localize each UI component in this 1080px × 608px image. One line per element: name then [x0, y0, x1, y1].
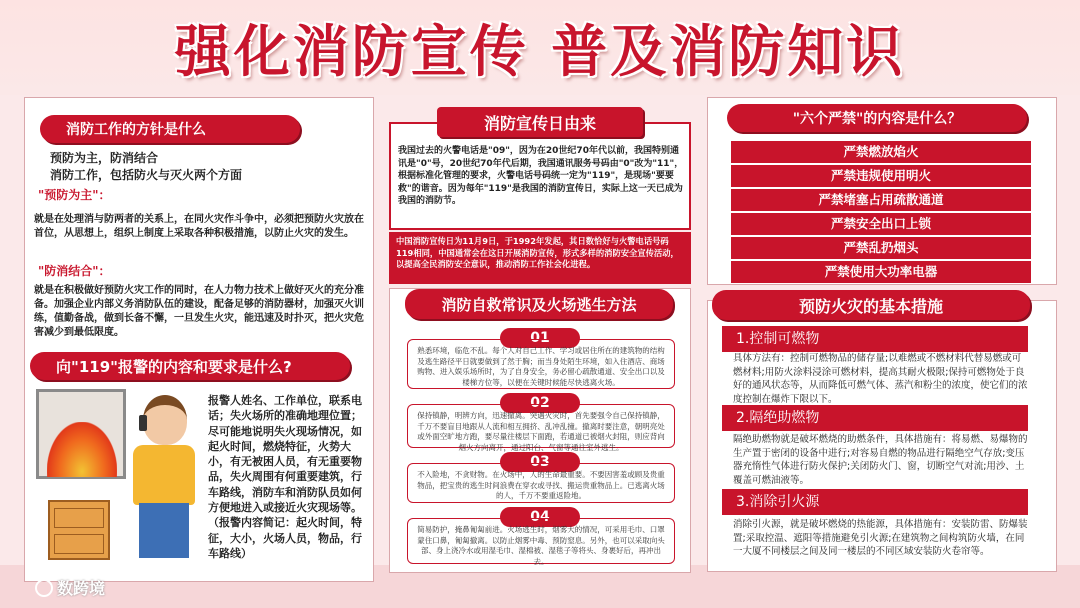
step-number-3: 03 [500, 452, 580, 472]
measure-title-2: 2.隔绝助燃物 [722, 405, 1028, 431]
ban-item-4: 严禁安全出口上锁 [731, 213, 1031, 235]
step-text-1: 熟悉环境，临危不乱。每个人对自己工作、学习或居住所在的建筑物的结构及逃生路径平日就要做到了然于胸；而当身处陌生环境，如入住酒店、商场购物、进入娱乐场所时，为了自身安全，务必留心疏散通道、安全出口以及楼梯方位等，以便在关键时候能尽快逃离火场。 [407, 339, 675, 389]
ban-item-6: 严禁使用大功率电器 [731, 261, 1031, 283]
step-number-4: 04 [500, 507, 580, 527]
policy-line-1: 预防为主，防消结合 [50, 151, 159, 165]
watermark-text: 数跨境 [57, 579, 106, 598]
step-number-1: 01 [500, 328, 580, 348]
logo-icon [35, 579, 53, 597]
ban-item-1: 严禁燃放焰火 [731, 141, 1031, 163]
measure-text-1: 具体方法有：控制可燃物品的储存量;以难燃或不燃材料代替易燃或可燃材料;用防火涂料浸涂可燃材料，提高其耐火极限;保持可燃物处于良好的通风状态等，从而降低可燃气体、蒸汽和粉尘的浓度，使它们的浓度控制在爆炸下限以下。 [733, 353, 1028, 405]
poster-title: 强化消防宣传 普及消防知识 [174, 20, 906, 85]
cabinet-illustration [48, 500, 110, 560]
measure-title-1: 1.控制可燃物 [722, 326, 1028, 352]
policy-line-2: 消防工作，包括防火与灭火两个方面 [50, 168, 243, 182]
combine-text: 就是在积极做好预防火灾工作的同时，在人力物力技术上做好灭火的充分准备。加强企业内部义务消防队伍的建设，配备足够的消防器材，加强灭火训练，值勤备战，做到长备不懈，一旦发生火灾，能迅速及时扑灭，把火灾危害减少到最低限度。 [34, 285, 364, 338]
ban-item-5: 严禁乱扔烟头 [731, 237, 1031, 259]
campaign-origin-text: 我国过去的火警电话是"09"，因为在20世纪70年代以前，我国特别通讯是"0"号，20世纪70年代后期，我国通讯服务号码由"0"改为"11"，根据标准化管理的要求，火警电话号码统一定为"119"，是现场"要要救"的谐音。因为每年"119"是我国的消防宣传日，实际上这一天已成为我国的消防节。 [398, 146, 684, 207]
combine-subtitle: "防消结合"： [38, 264, 111, 278]
fire-flames [47, 422, 117, 477]
step-text-2: 保持镇静，明辨方向，迅速撤离。突遇火灾时，首先要强令自己保持镇静，千万不要盲目地跟从人流和相互拥挤、乱冲乱撞。撤离时要注意，朝明亮处或外面空旷地方跑，要尽量往楼层下面跑，若通道已被烟火封阻，则应背向烟火方向离开，通过阳台、气窗等通往室外逃生。 [407, 404, 675, 448]
alarm-119-text: 报警人姓名、工作单位，联系电话；失火场所的准确地理位置；尽可能地说明失火现场情况，如起火时间，燃烧特征，火势大小，有无被困人员，有无重要物品，失火周围有何重要建筑，行车路线，消防车和消防队员如何方便地进入或接近火灾现场等。（报警内容简记：起火时间，特征，大小，火场人员，物品，行车路线） [208, 394, 362, 560]
ban-item-2: 严禁违规使用明火 [731, 165, 1031, 187]
ban-item-3: 严禁堵塞占用疏散通道 [731, 189, 1031, 211]
prevention-measures-header: 预防火灾的基本措施 [712, 290, 1030, 320]
measure-text-3: 消除引火源，就是破坏燃烧的热能源，具体措施有：安装防雷、防爆装置;采取控温、遮阳等措施避免引火源;在建筑物之间构筑防火墙，在同一大厦不同楼层之间及同一楼层的不同区域安装防火卷帘等。 [733, 519, 1028, 557]
six-bans-header: "六个严禁"的内容是什么？ [727, 104, 1027, 132]
prevention-subtitle: "预防为主"： [38, 188, 111, 202]
step-number-2: 02 [500, 393, 580, 413]
self-rescue-header: 消防自救常识及火场逃生方法 [405, 289, 673, 319]
prevention-text: 就是在处理消与防两者的关系上，在同火灾作斗争中，必须把预防火灾放在首位，从思想上，组织上制度上采取各种积极措施，以防止火灾的发生。 [34, 214, 364, 239]
policy-header: 消防工作的方针是什么 [40, 115, 300, 143]
campaign-day-header: 消防宣传日由来 [437, 107, 643, 137]
campaign-date-text: 中国消防宣传日为11月9日，于1992年发起，其日数恰好与火警电话号码119相同，中国通常会在这日开展消防宣传，形式多样的消防安全宣传活动，以提高全民消防安全意识，推动消防工作社会化进程。 [396, 236, 679, 269]
step-text-3: 不入险地，不贪财物。在火场中，人的生命最重要。不要因害羞或顾及贵重物品，把宝贵的逃生时间浪费在穿衣或寻找、搬运贵重物品上。已逃离火场的人，千万不要重返险地。 [407, 463, 675, 503]
measure-text-2: 隔绝助燃物就是破坏燃烧的助燃条件，具体措施有：将易燃、易爆物的生产置于密闭的设备中进行;对容易自燃的物品进行隔绝空气存放;变压器充惰性气体进行防火保护;关闭防火门、窗，切断空气对流;用沙、土覆盖可燃油液等。 [733, 434, 1028, 486]
fire-illustration [36, 389, 126, 479]
step-text-4: 简易防护，掩鼻匍匐前进。火场逃生时，烟雾大的情况，可采用毛巾、口罩蒙住口鼻，匍匐撤离。以防止烟雾中毒、预防窒息。另外，也可以采取向头部、身上浇冷水或用湿毛巾、湿棉被、湿毯子等将头、身裹好后，再冲出去。 [407, 518, 675, 564]
alarm-119-header: 向"119"报警的内容和要求是什么? [30, 352, 350, 380]
phone-icon [139, 415, 147, 431]
caller-person-illustration [125, 395, 203, 560]
measure-title-3: 3.消除引火源 [722, 489, 1028, 515]
watermark-logo [35, 576, 105, 599]
